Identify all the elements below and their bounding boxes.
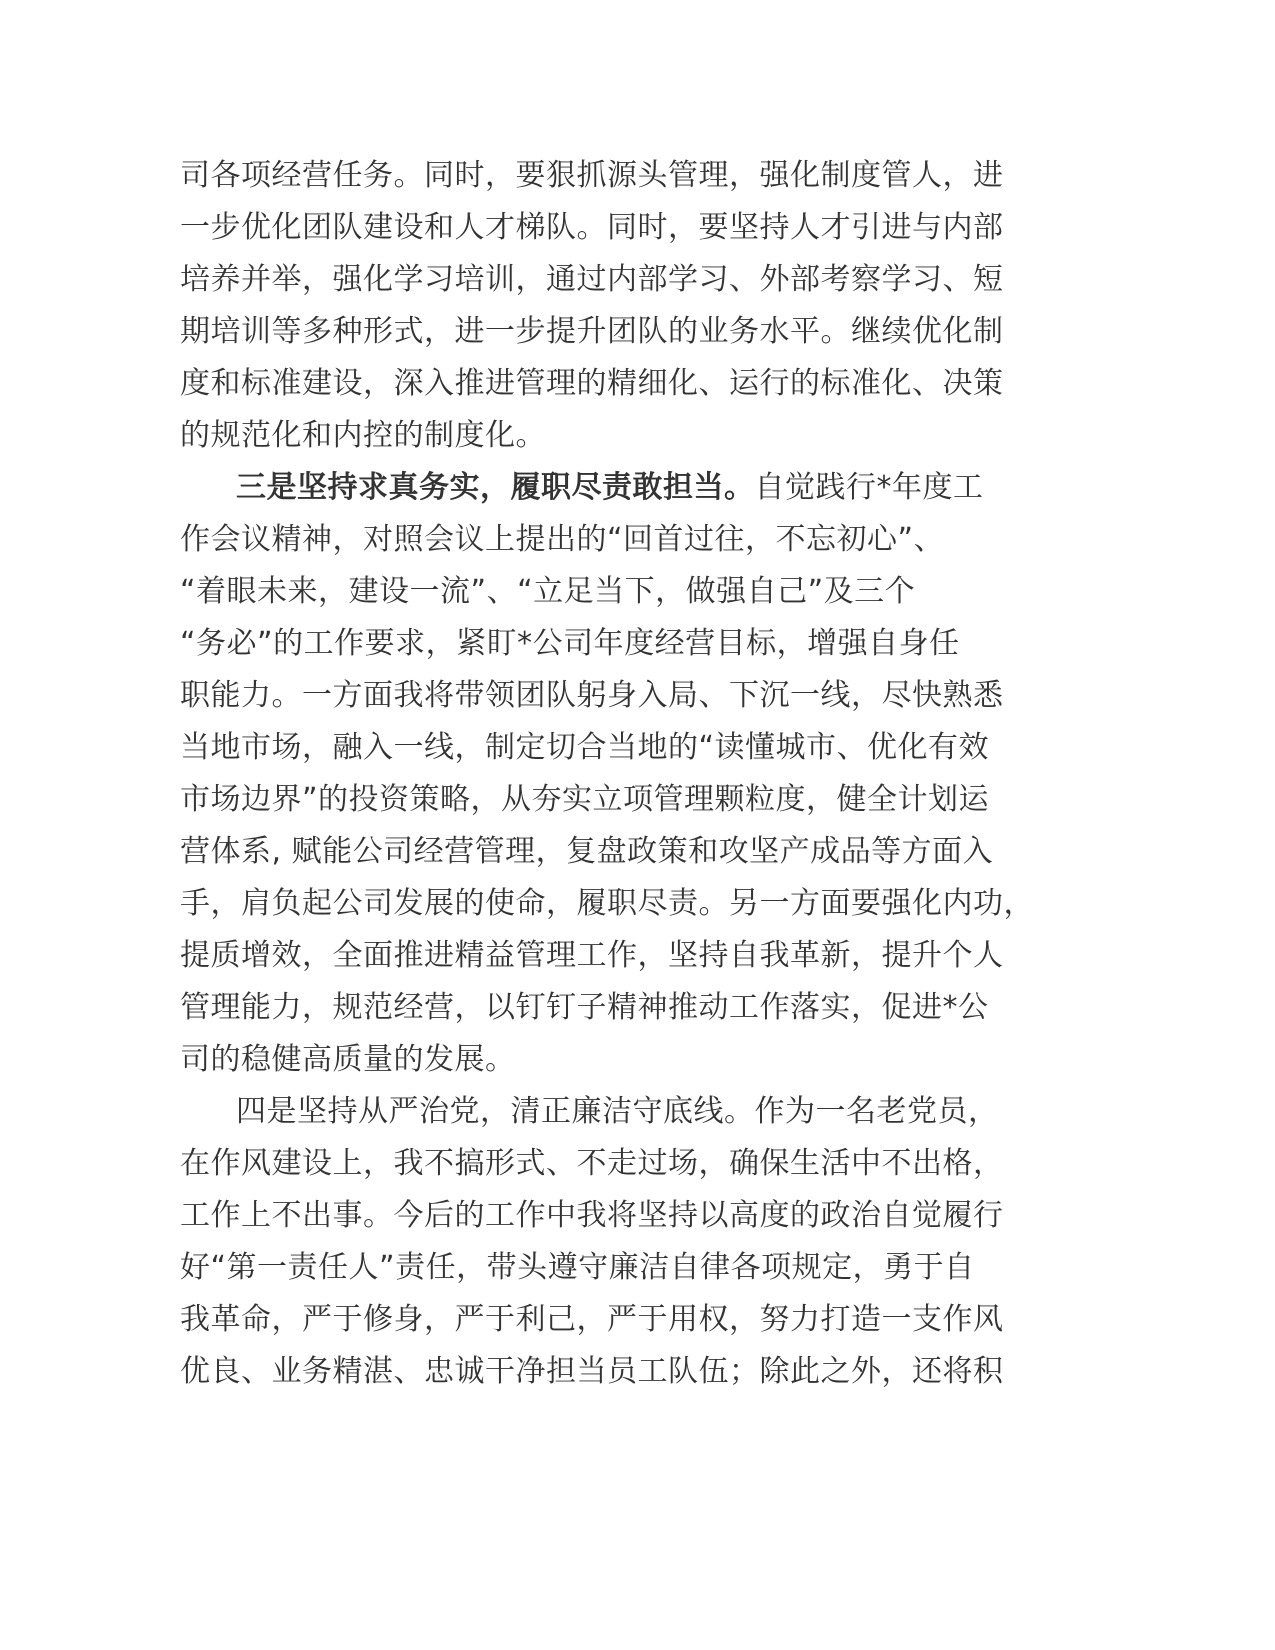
line-text: 优良、业务精湛、忠诚干净担当员工队伍；除此之外，还将积 (180, 1354, 1004, 1389)
body-line (180, 618, 960, 670)
body-line (180, 150, 1004, 202)
line-text: 作会议精神，对照会议上提出的“回首过往，不忘初心”、 (180, 522, 945, 557)
body-line (180, 930, 1004, 982)
body-line (180, 1346, 1004, 1398)
line-text: 当地市场，融入一线，制定切合当地的“读懂城市、优化有效 (180, 730, 990, 765)
body-line (180, 1034, 516, 1086)
line-text: 在作风建设上，我不搞形式、不走过场，确保生活中不出格， (180, 1146, 1004, 1181)
body-line (180, 1138, 1004, 1190)
body-line (180, 202, 1004, 254)
line-text: “着眼未来，建设一流”、“立足当下，做强自己”及三个 (180, 574, 916, 609)
line-text: 我革命，严于修身，严于利己，严于用权，努力打造一支作风 (180, 1302, 1004, 1337)
line-text: 好“第一责任人”责任，带头遵守廉洁自律各项规定，勇于自 (180, 1250, 975, 1285)
body-line (180, 774, 989, 826)
body-line (180, 1190, 1004, 1242)
body-line (180, 722, 989, 774)
section-three-heading: 三是坚持求真务实，履职尽责敢担当。 (236, 470, 755, 505)
line-text: 职能力。一方面我将带领团队躬身入局、下沉一线，尽快熟悉 (180, 678, 1004, 713)
line-text: 四是坚持从严治党，清正廉洁守底线。作为一名老党员， (236, 1094, 999, 1129)
line-text: 度和标准建设，深入推进管理的精细化、运行的标准化、决策 (180, 366, 1004, 401)
section-four-first-line (180, 1086, 999, 1138)
body-line (180, 410, 546, 462)
body-line (180, 254, 1004, 306)
body-line (180, 1294, 1004, 1346)
line-text: 司的稳健高质量的发展。 (180, 1042, 516, 1077)
line-text: 一步优化团队建设和人才梯队。同时，要坚持人才引进与内部 (180, 210, 1004, 245)
body-line (180, 306, 1004, 358)
body-line (180, 358, 1004, 410)
body-line (180, 982, 989, 1034)
line-text: 提质增效，全面推进精益管理工作，坚持自我革新，提升个人 (180, 938, 1004, 973)
body-line (180, 670, 1004, 722)
line-text: 手，肩负起公司发展的使命，履职尽责。另一方面要强化内功， (180, 886, 1034, 921)
line-text: 营体系, 赋能公司经营管理，复盘政策和攻坚产成品等方面入 (180, 834, 994, 869)
line-text: 司各项经营任务。同时，要狠抓源头管理，强化制度管人，进 (180, 158, 1004, 193)
body-line (180, 514, 944, 566)
line-text: 的规范化和内控的制度化。 (180, 418, 546, 453)
body-line (180, 1242, 975, 1294)
line-text: 自觉践行*年度工 (754, 470, 984, 505)
body-line (180, 566, 915, 618)
line-text: 市场边界”的投资策略，从夯实立项管理颗粒度，健全计划运 (180, 782, 990, 817)
body-line (180, 826, 993, 878)
line-text: 期培训等多种形式，进一步提升团队的业务水平。继续优化制 (180, 314, 1004, 349)
line-text: “务必”的工作要求，紧盯*公司年度经营目标，增强自身任 (180, 626, 960, 661)
line-text: 培养并举，强化学习培训，通过内部学习、外部考察学习、短 (180, 262, 1004, 297)
line-text: 工作上不出事。今后的工作中我将坚持以高度的政治自觉履行 (180, 1198, 1004, 1233)
body-line (180, 878, 1034, 930)
line-text: 管理能力，规范经营，以钉钉子精神推动工作落实，促进*公 (180, 990, 989, 1025)
section-three-first-line (180, 462, 984, 514)
